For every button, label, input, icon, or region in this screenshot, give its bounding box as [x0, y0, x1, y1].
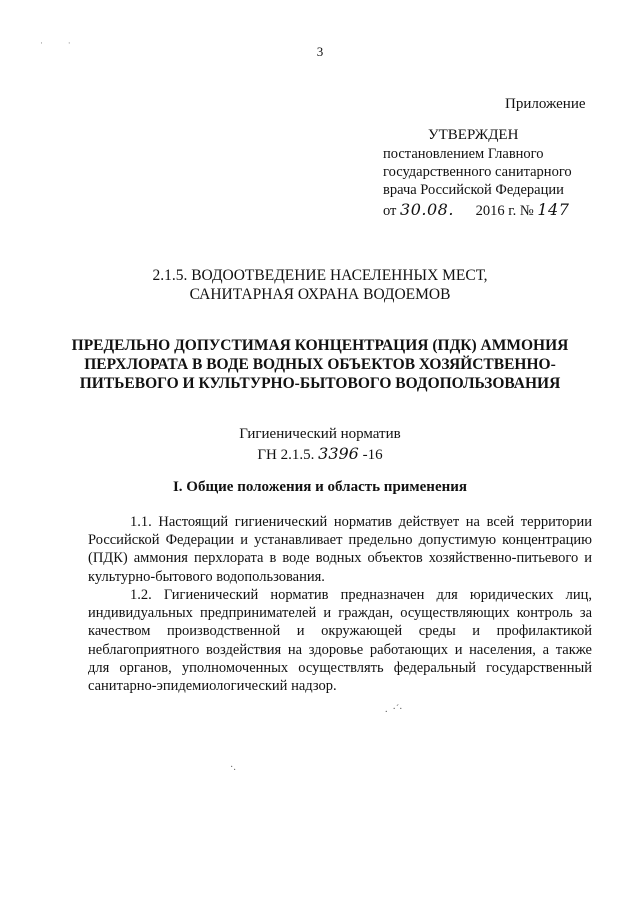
- norm-code-prefix: ГН 2.1.5.: [257, 447, 315, 463]
- paragraph: 1.1. Настоящий гигиенический норматив действует на всей территории Российской Федерации и устанавливает предельно допустимую концентрацию (ПДК) аммония перхлората в воде водных объектов хозяйственно-питьевого и культурно-бытового водопользования.: [88, 514, 592, 585]
- approval-block: [383, 126, 623, 220]
- section-heading: [0, 266, 640, 304]
- chapter-heading: I. Общие положения и область применения: [172, 479, 468, 495]
- scan-speck: . ·´·: [385, 704, 403, 715]
- page-number: 3: [316, 44, 324, 59]
- approval-date-line: [383, 201, 623, 220]
- paragraph: 1.2. Гигиенический норматив предназначен для юридических лиц, индивидуальных предпринимателей и граждан, осуществляющих контроль за качеством производственной и окружающей среды и профилактикой неблагоприятного воздействия на здоровье работающих и населения, а также для органов, уполномоченных осуществлять федеральный государственный санитарно-эпидемиологический надзор.: [88, 587, 592, 695]
- document-title-line: ПИТЬЕВОГО И КУЛЬТУРНО-БЫТОВОГО ВОДОПОЛЬЗОВАНИЯ: [79, 375, 561, 392]
- norm-label: Гигиенический норматив: [239, 426, 401, 442]
- approval-line: постановлением Главного: [383, 146, 544, 162]
- norm-block: [0, 425, 640, 465]
- section-heading-line: 2.1.5. ВОДООТВЕДЕНИЕ НАСЕЛЕННЫХ МЕСТ,: [152, 267, 488, 284]
- norm-code: [0, 444, 640, 465]
- approval-line: врача Российской Федерации: [383, 182, 564, 198]
- approval-line: государственного санитарного: [383, 164, 572, 180]
- handwritten-number: 147: [537, 200, 570, 219]
- norm-code-suffix: -16: [362, 447, 383, 463]
- approval-title: УТВЕРЖДЕН: [428, 127, 519, 143]
- appendix-label: Приложение: [505, 96, 586, 112]
- scan-speck: · ·: [40, 38, 71, 48]
- year-number-label: 2016 г. №: [475, 203, 534, 219]
- document-title: [60, 336, 580, 393]
- section-heading-line: САНИТАРНАЯ ОХРАНА ВОДОЕМОВ: [189, 286, 451, 303]
- document-title-line: ПРЕДЕЛЬНО ДОПУСТИМАЯ КОНЦЕНТРАЦИЯ (ПДК) АММОНИЯ: [71, 337, 569, 354]
- scan-speck: ·.: [230, 762, 236, 773]
- handwritten-date: 30.08.: [400, 200, 454, 219]
- date-prefix: от: [383, 203, 397, 219]
- document-title-line: ПЕРХЛОРАТА В ВОДЕ ВОДНЫХ ОБЪЕКТОВ ХОЗЯЙСТВЕННО-: [84, 356, 556, 373]
- norm-code-handwritten: 3396: [318, 444, 359, 463]
